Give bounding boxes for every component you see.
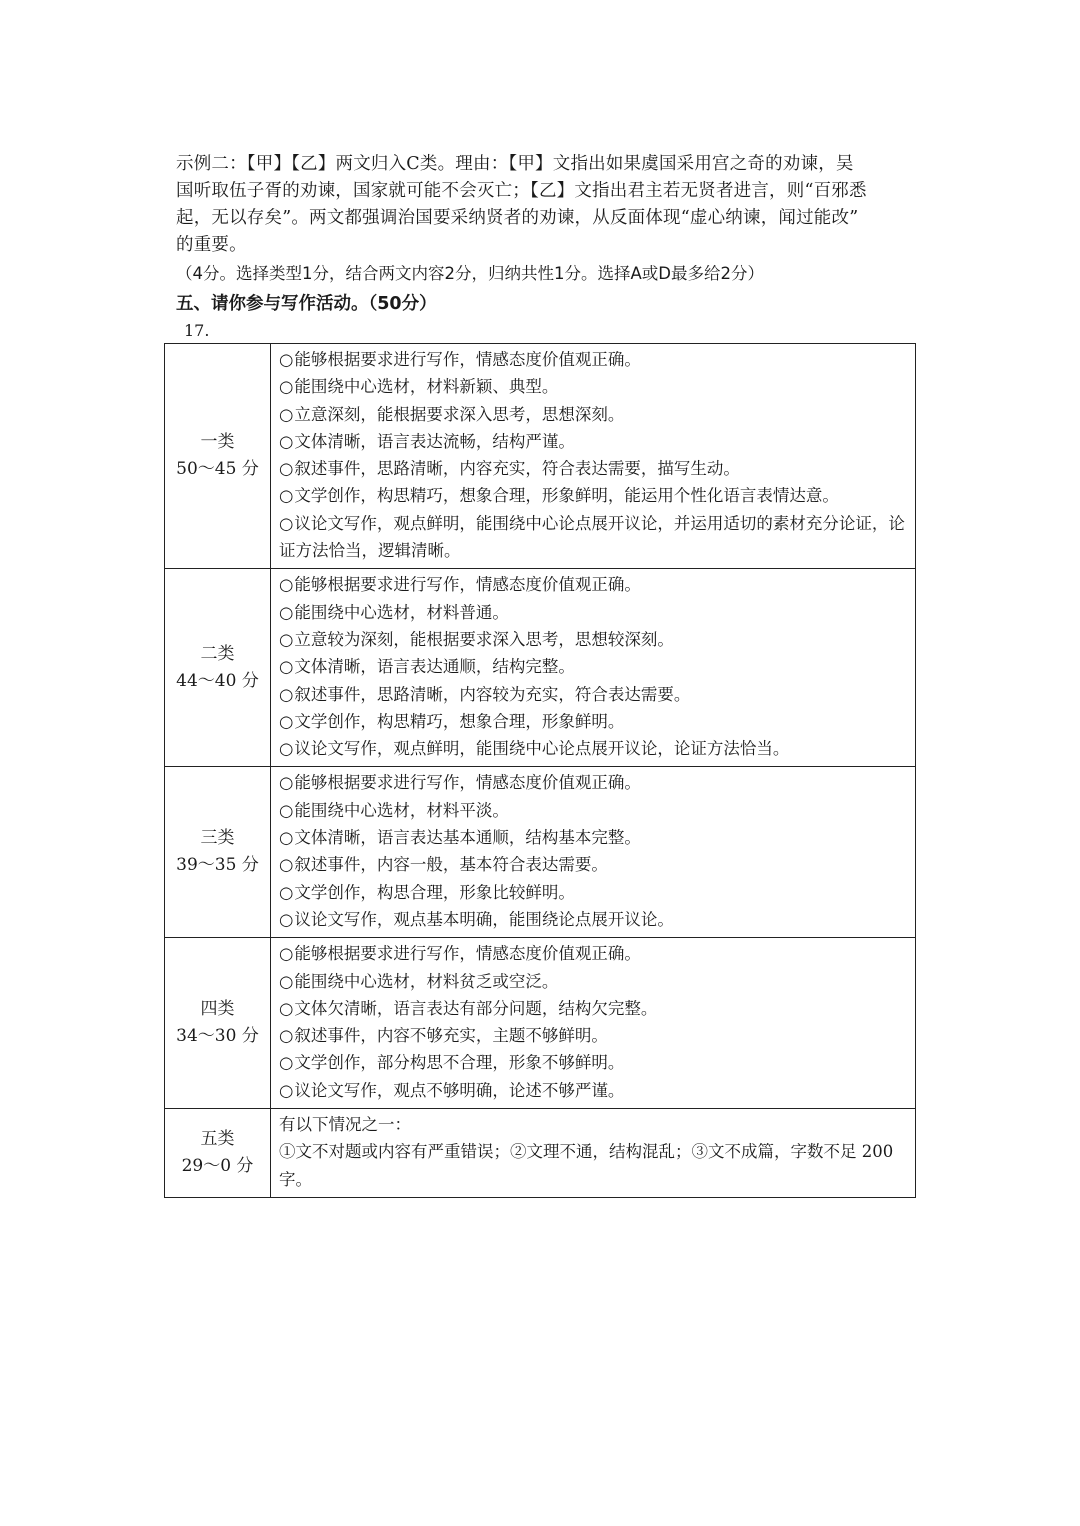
criterion-text: 能够根据要求进行写作，情感态度价值观正确。 bbox=[294, 350, 641, 369]
criterion-item bbox=[279, 708, 909, 735]
criterion-text: 文学创作，构思合理，形象比较鲜明。 bbox=[294, 882, 575, 902]
rubric-row bbox=[165, 344, 916, 569]
criterion-text: 议论文写作，观点鲜明，能围绕中心论点展开议论，论证方法恰当。 bbox=[294, 739, 790, 759]
circle-bullet-icon: ○ bbox=[279, 944, 294, 964]
circle-bullet-icon: ○ bbox=[279, 855, 294, 875]
criterion-text: 能围绕中心选材，材料平淡。 bbox=[294, 800, 509, 820]
circle-bullet-icon: ○ bbox=[279, 739, 294, 759]
criterion-item bbox=[279, 1022, 909, 1049]
criterion-item bbox=[279, 824, 909, 851]
circle-bullet-icon: ○ bbox=[279, 828, 294, 848]
grade-cell bbox=[165, 1109, 271, 1198]
question-number: 17. bbox=[184, 321, 210, 340]
circle-bullet-icon: ○ bbox=[279, 513, 294, 533]
criterion-item bbox=[279, 482, 909, 509]
grade-cell bbox=[165, 344, 271, 569]
criterion-text: 立意深刻，能根据要求深入思考，思想深刻。 bbox=[294, 404, 625, 424]
criterion-text: 能够根据要求进行写作，情感态度价值观正确。 bbox=[294, 575, 641, 595]
grade-cell bbox=[165, 569, 271, 767]
grade-cell bbox=[165, 938, 271, 1109]
criterion-item bbox=[279, 851, 909, 878]
criterion-item bbox=[279, 879, 909, 906]
criterion-text: 叙述事件，内容一般，基本符合表达需要。 bbox=[294, 855, 608, 875]
circle-bullet-icon: ○ bbox=[279, 1026, 294, 1046]
grade-name: 四类 bbox=[200, 999, 235, 1020]
circle-bullet-icon: ○ bbox=[279, 1053, 294, 1073]
example-line: 的重要。 bbox=[176, 235, 247, 255]
criterion-item bbox=[279, 906, 909, 933]
criterion-item bbox=[279, 769, 909, 796]
grade-range: 34～30 分 bbox=[176, 1026, 259, 1047]
circle-bullet-icon: ○ bbox=[279, 377, 294, 397]
criterion-text: 议论文写作，观点不够明确，论述不够严谨。 bbox=[294, 1080, 625, 1100]
criterion-text: 能围绕中心选材，材料普通。 bbox=[294, 602, 509, 622]
example-line: 起，无以存矣”。两文都强调治国要采纳贤者的劝谏，从反面体现“虚心纳谏，闻过能改” bbox=[176, 208, 859, 228]
criterion-text: 能围绕中心选材，材料新颖、典型。 bbox=[294, 377, 559, 397]
circle-bullet-icon: ○ bbox=[279, 657, 294, 677]
circle-bullet-icon: ○ bbox=[279, 575, 294, 595]
rubric-row bbox=[165, 938, 916, 1109]
grade-name: 三类 bbox=[200, 828, 235, 849]
example-line: 国听取伍子胥的劝谏，国家就可能不会灭亡；【乙】文指出君主若无贤者进言，则“百邪悉 bbox=[176, 181, 867, 201]
criterion-item bbox=[279, 428, 909, 455]
criterion-item bbox=[279, 797, 909, 824]
circle-bullet-icon: ○ bbox=[279, 602, 294, 622]
grade-cell bbox=[165, 767, 271, 938]
criteria-lead: 有以下情况之一： bbox=[279, 1115, 411, 1135]
criterion-item bbox=[279, 455, 909, 482]
criterion-item bbox=[279, 346, 909, 373]
grade-range: 29～0 分 bbox=[181, 1155, 254, 1176]
grade-range: 50～45 分 bbox=[176, 459, 259, 480]
grade-range: 39～35 分 bbox=[176, 855, 259, 876]
criterion-item bbox=[279, 968, 909, 995]
criterion-text: 文学创作，构思精巧，想象合理，形象鲜明，能运用个性化语言表情达意。 bbox=[294, 486, 839, 506]
grade-name: 五类 bbox=[200, 1128, 235, 1149]
rubric-row bbox=[165, 1109, 916, 1198]
circle-bullet-icon: ○ bbox=[279, 909, 294, 929]
circle-bullet-icon: ○ bbox=[279, 629, 294, 649]
section-title: 五、请你参与写作活动。（50分） bbox=[176, 294, 437, 314]
example-two-paragraph bbox=[176, 151, 916, 259]
criteria-cell bbox=[271, 767, 916, 938]
circle-bullet-icon: ○ bbox=[279, 404, 294, 424]
criterion-text: 叙述事件，内容不够充实，主题不够鲜明。 bbox=[294, 1026, 608, 1046]
criterion-item bbox=[279, 571, 909, 598]
circle-bullet-icon: ○ bbox=[279, 1080, 294, 1100]
grade-name: 二类 bbox=[200, 643, 235, 664]
criterion-text: 叙述事件，思路清晰，内容较为充实，符合表达需要。 bbox=[294, 684, 691, 704]
criterion-item bbox=[279, 940, 909, 967]
criteria-cell bbox=[271, 938, 916, 1109]
criterion-text: 立意较为深刻，能根据要求深入思考，思想较深刻。 bbox=[294, 629, 674, 649]
circle-bullet-icon: ○ bbox=[279, 684, 294, 704]
criterion-text: 能围绕中心选材，材料贫乏或空泛。 bbox=[294, 971, 559, 991]
rubric-row bbox=[165, 767, 916, 938]
circle-bullet-icon: ○ bbox=[279, 459, 294, 479]
criterion-item bbox=[279, 401, 909, 428]
criterion-item bbox=[279, 373, 909, 400]
circle-bullet-icon: ○ bbox=[279, 882, 294, 902]
criterion-item bbox=[279, 995, 909, 1022]
criteria-text: ①文不对题或内容有严重错误；②文理不通，结构混乱；③文不成篇，字数不足 200 字。 bbox=[279, 1142, 894, 1189]
criterion-text: 文体清晰，语言表达通顺，结构完整。 bbox=[294, 657, 575, 677]
circle-bullet-icon: ○ bbox=[279, 998, 294, 1018]
criterion-text: 议论文写作，观点基本明确，能围绕论点展开议论。 bbox=[294, 909, 674, 929]
criterion-text: 文学创作，部分构思不合理，形象不够鲜明。 bbox=[294, 1053, 625, 1073]
criterion-item bbox=[279, 510, 909, 565]
circle-bullet-icon: ○ bbox=[279, 431, 294, 451]
criterion-item bbox=[279, 1049, 909, 1076]
circle-bullet-icon: ○ bbox=[279, 350, 294, 369]
circle-bullet-icon: ○ bbox=[279, 971, 294, 991]
criterion-text: 能够根据要求进行写作，情感态度价值观正确。 bbox=[294, 944, 641, 964]
criterion-item bbox=[279, 599, 909, 626]
criteria-cell bbox=[271, 1109, 916, 1198]
circle-bullet-icon: ○ bbox=[279, 800, 294, 820]
grade-range: 44～40 分 bbox=[176, 670, 259, 691]
criterion-text: 能够根据要求进行写作，情感态度价值观正确。 bbox=[294, 773, 641, 793]
criterion-text: 文体清晰，语言表达流畅，结构严谨。 bbox=[294, 431, 575, 451]
circle-bullet-icon: ○ bbox=[279, 711, 294, 731]
rubric-row bbox=[165, 569, 916, 767]
criteria-cell bbox=[271, 569, 916, 767]
example-line: 示例二：【甲】【乙】两文归入C类。理由：【甲】文指出如果虞国采用宫之奇的劝谏，吴 bbox=[176, 154, 854, 174]
criteria-cell bbox=[271, 344, 916, 569]
criterion-item bbox=[279, 681, 909, 708]
criterion-item bbox=[279, 735, 909, 762]
criterion-text: 文体欠清晰，语言表达有部分问题，结构欠完整。 bbox=[294, 998, 658, 1018]
criterion-text: 文学创作，构思精巧，想象合理，形象鲜明。 bbox=[294, 711, 625, 731]
criterion-text: 文体清晰，语言表达基本通顺，结构基本完整。 bbox=[294, 828, 641, 848]
criterion-item bbox=[279, 653, 909, 680]
circle-bullet-icon: ○ bbox=[279, 486, 294, 506]
scoring-note: （4分。选择类型1分，结合两文内容2分，归纳共性1分。选择A或D最多给2分） bbox=[176, 264, 764, 283]
criterion-item bbox=[279, 626, 909, 653]
circle-bullet-icon: ○ bbox=[279, 773, 294, 793]
criterion-item bbox=[279, 1077, 909, 1104]
criterion-text: 叙述事件，思路清晰，内容充实，符合表达需要，描写生动。 bbox=[294, 459, 740, 479]
grade-name: 一类 bbox=[200, 432, 235, 453]
criterion-text: 议论文写作，观点鲜明，能围绕中心论点展开议论，并运用适切的素材充分论证，论证方法恰当，逻辑清晰。 bbox=[279, 513, 905, 561]
grading-rubric-table bbox=[164, 343, 916, 1198]
